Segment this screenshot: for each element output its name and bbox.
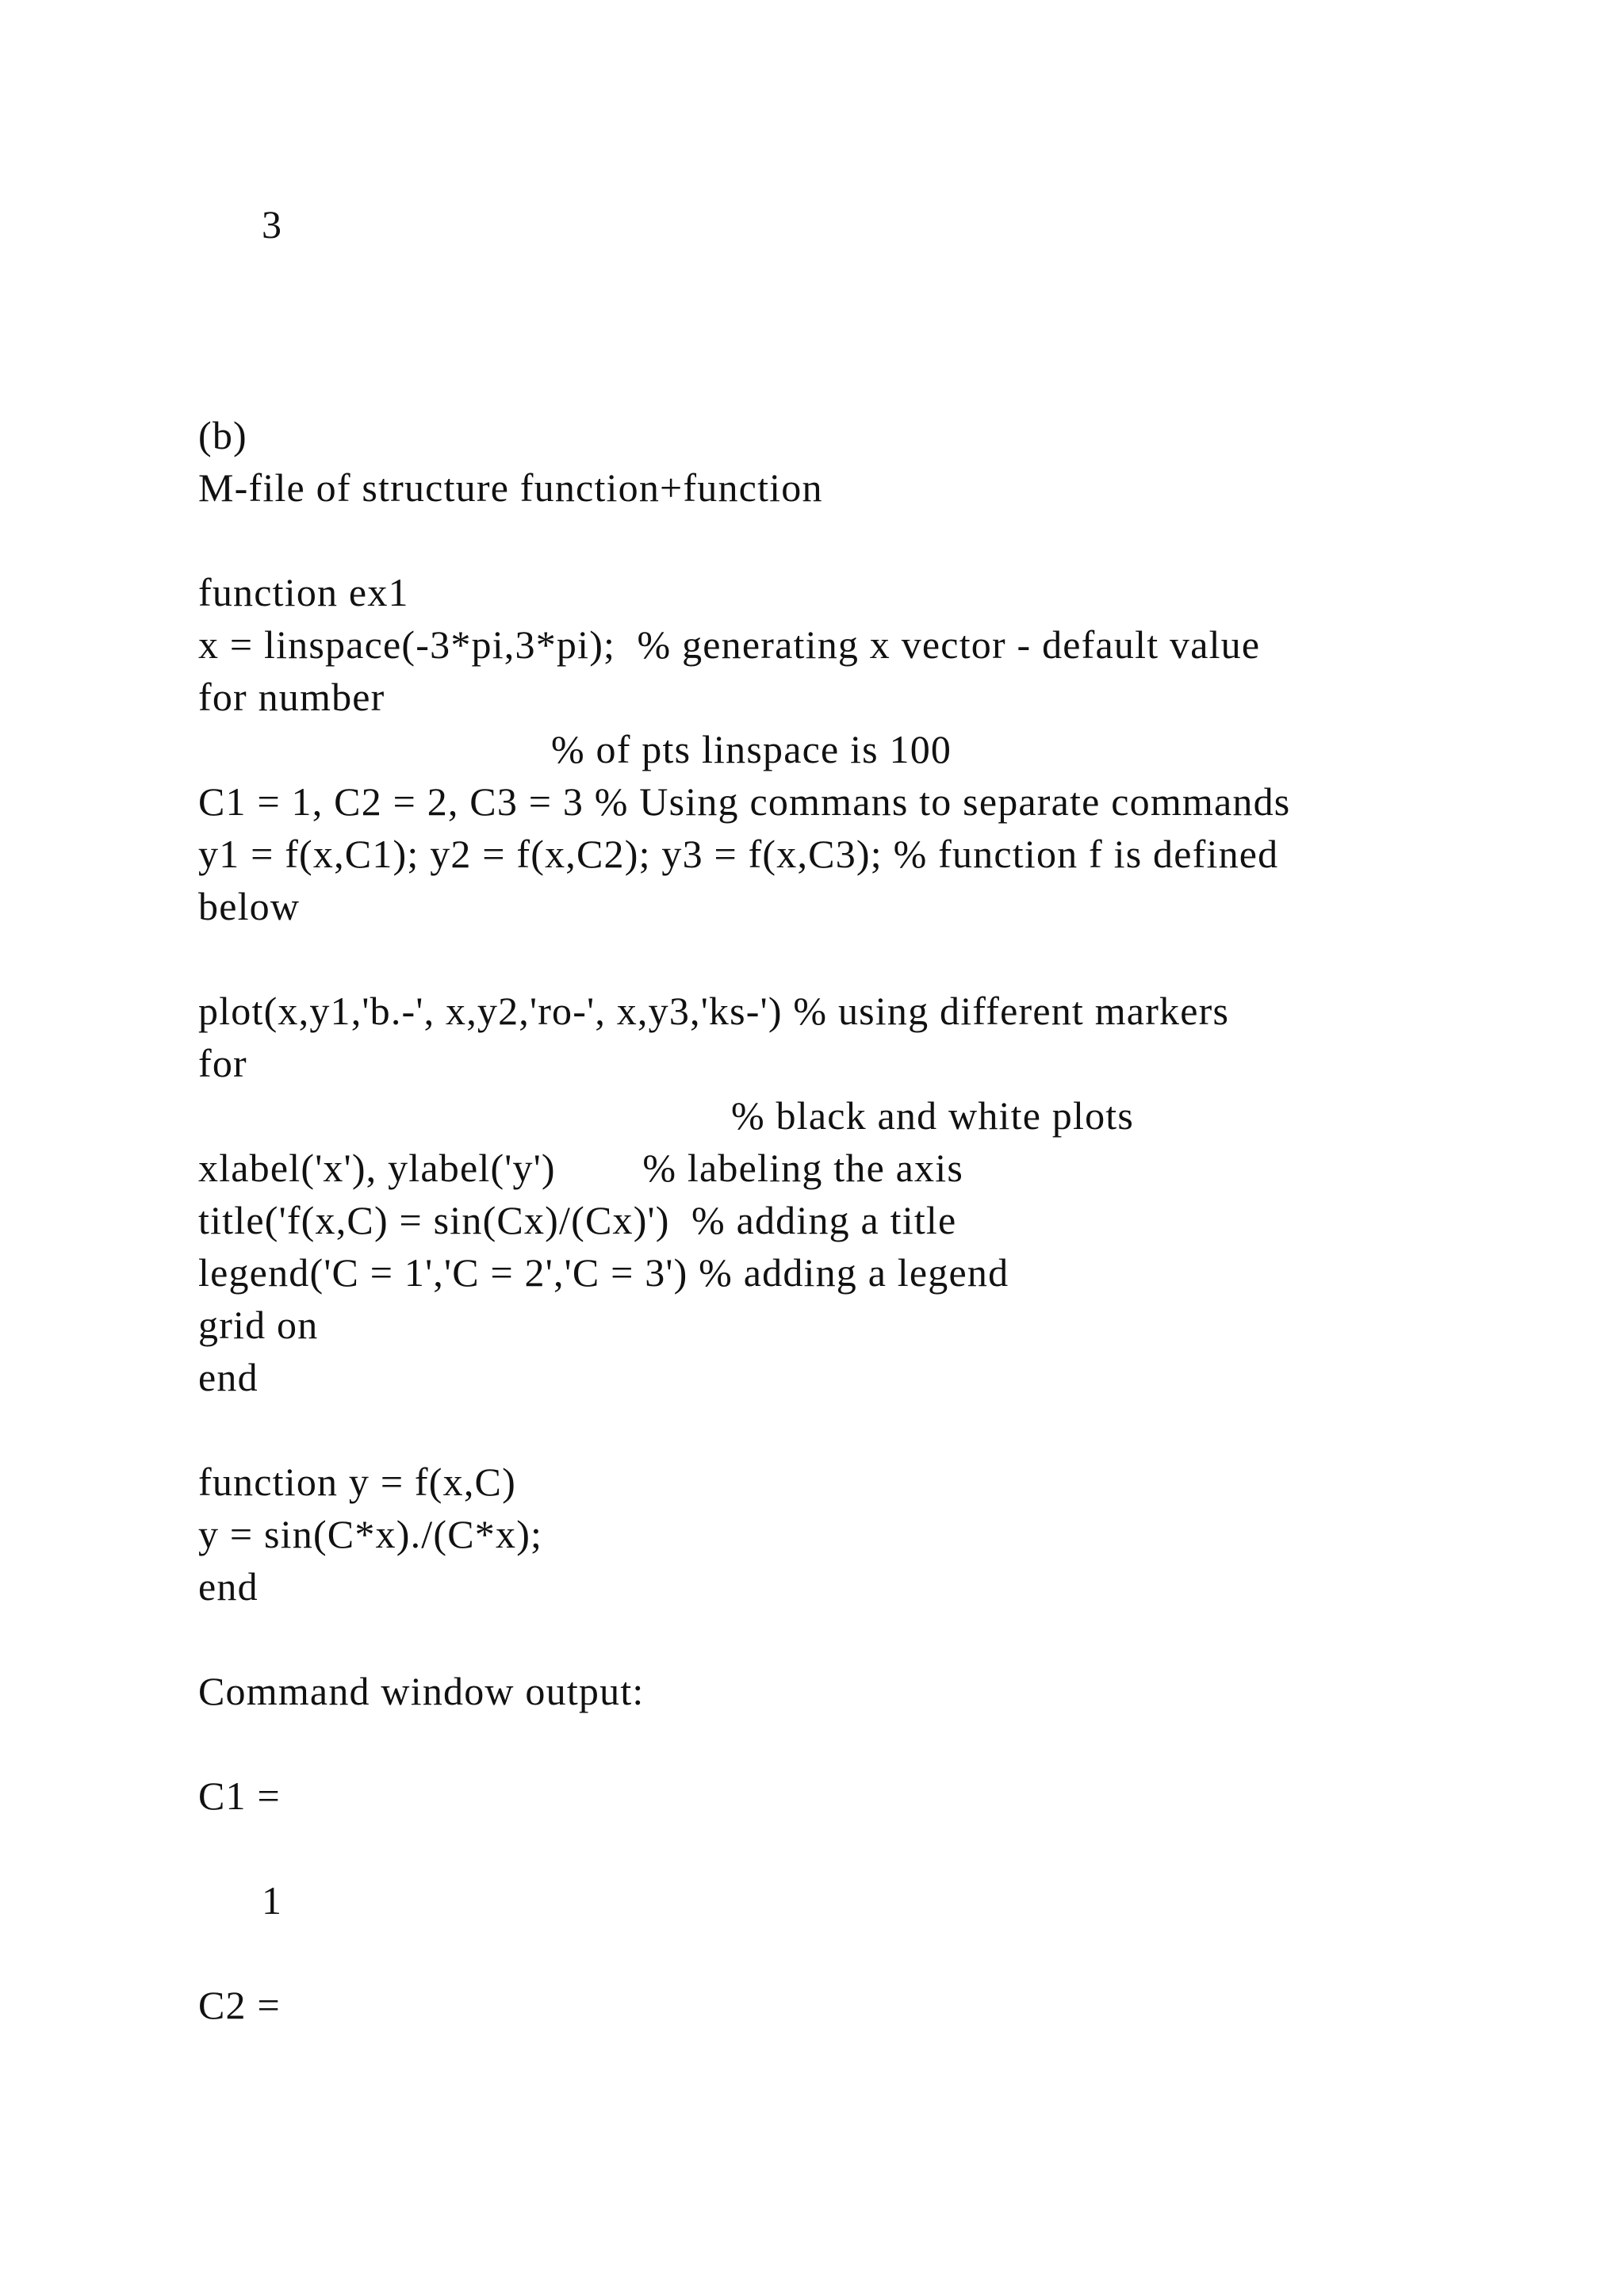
code-line: for [198,1041,247,1085]
section-label: (b) [198,413,247,457]
code-line: y1 = f(x,C1); y2 = f(x,C2); y3 = f(x,C3); % function f is defined [198,832,1279,876]
code-line: end [198,1564,259,1609]
page-number: 3 [262,202,283,247]
code-line: % black and white plots [731,1093,1135,1138]
output-heading: Command window output: [198,1669,645,1713]
code-line: x = linspace(-3*pi,3*pi); % generating x vector - default value [198,622,1261,667]
code-line: % of pts linspace is 100 [551,727,952,771]
code-line: y = sin(C*x)./(C*x); [198,1512,543,1556]
mfile-heading: M-file of structure function+function [198,465,823,510]
code-line: xlabel('x'), ylabel('y') % labeling the axis [198,1146,964,1190]
code-line: function y = f(x,C) [198,1460,516,1504]
code-line: end [198,1355,259,1399]
code-line: below [198,884,301,928]
code-line: grid on [198,1303,319,1347]
code-line: function ex1 [198,570,409,614]
code-line: title('f(x,C) = sin(Cx)/(Cx)') % adding a title [198,1198,957,1242]
code-line: plot(x,y1,'b.-', x,y2,'ro-', x,y3,'ks-') % using different markers [198,989,1230,1033]
code-line: for number [198,675,385,719]
output-line: 1 [262,1878,283,1923]
code-line: legend('C = 1','C = 2','C = 3') % adding a legend [198,1250,1009,1295]
output-line: C2 = [198,1983,281,2027]
code-line: C1 = 1, C2 = 2, C3 = 3 % Using commans to separate commands [198,779,1291,824]
output-line: C1 = [198,1774,281,1818]
